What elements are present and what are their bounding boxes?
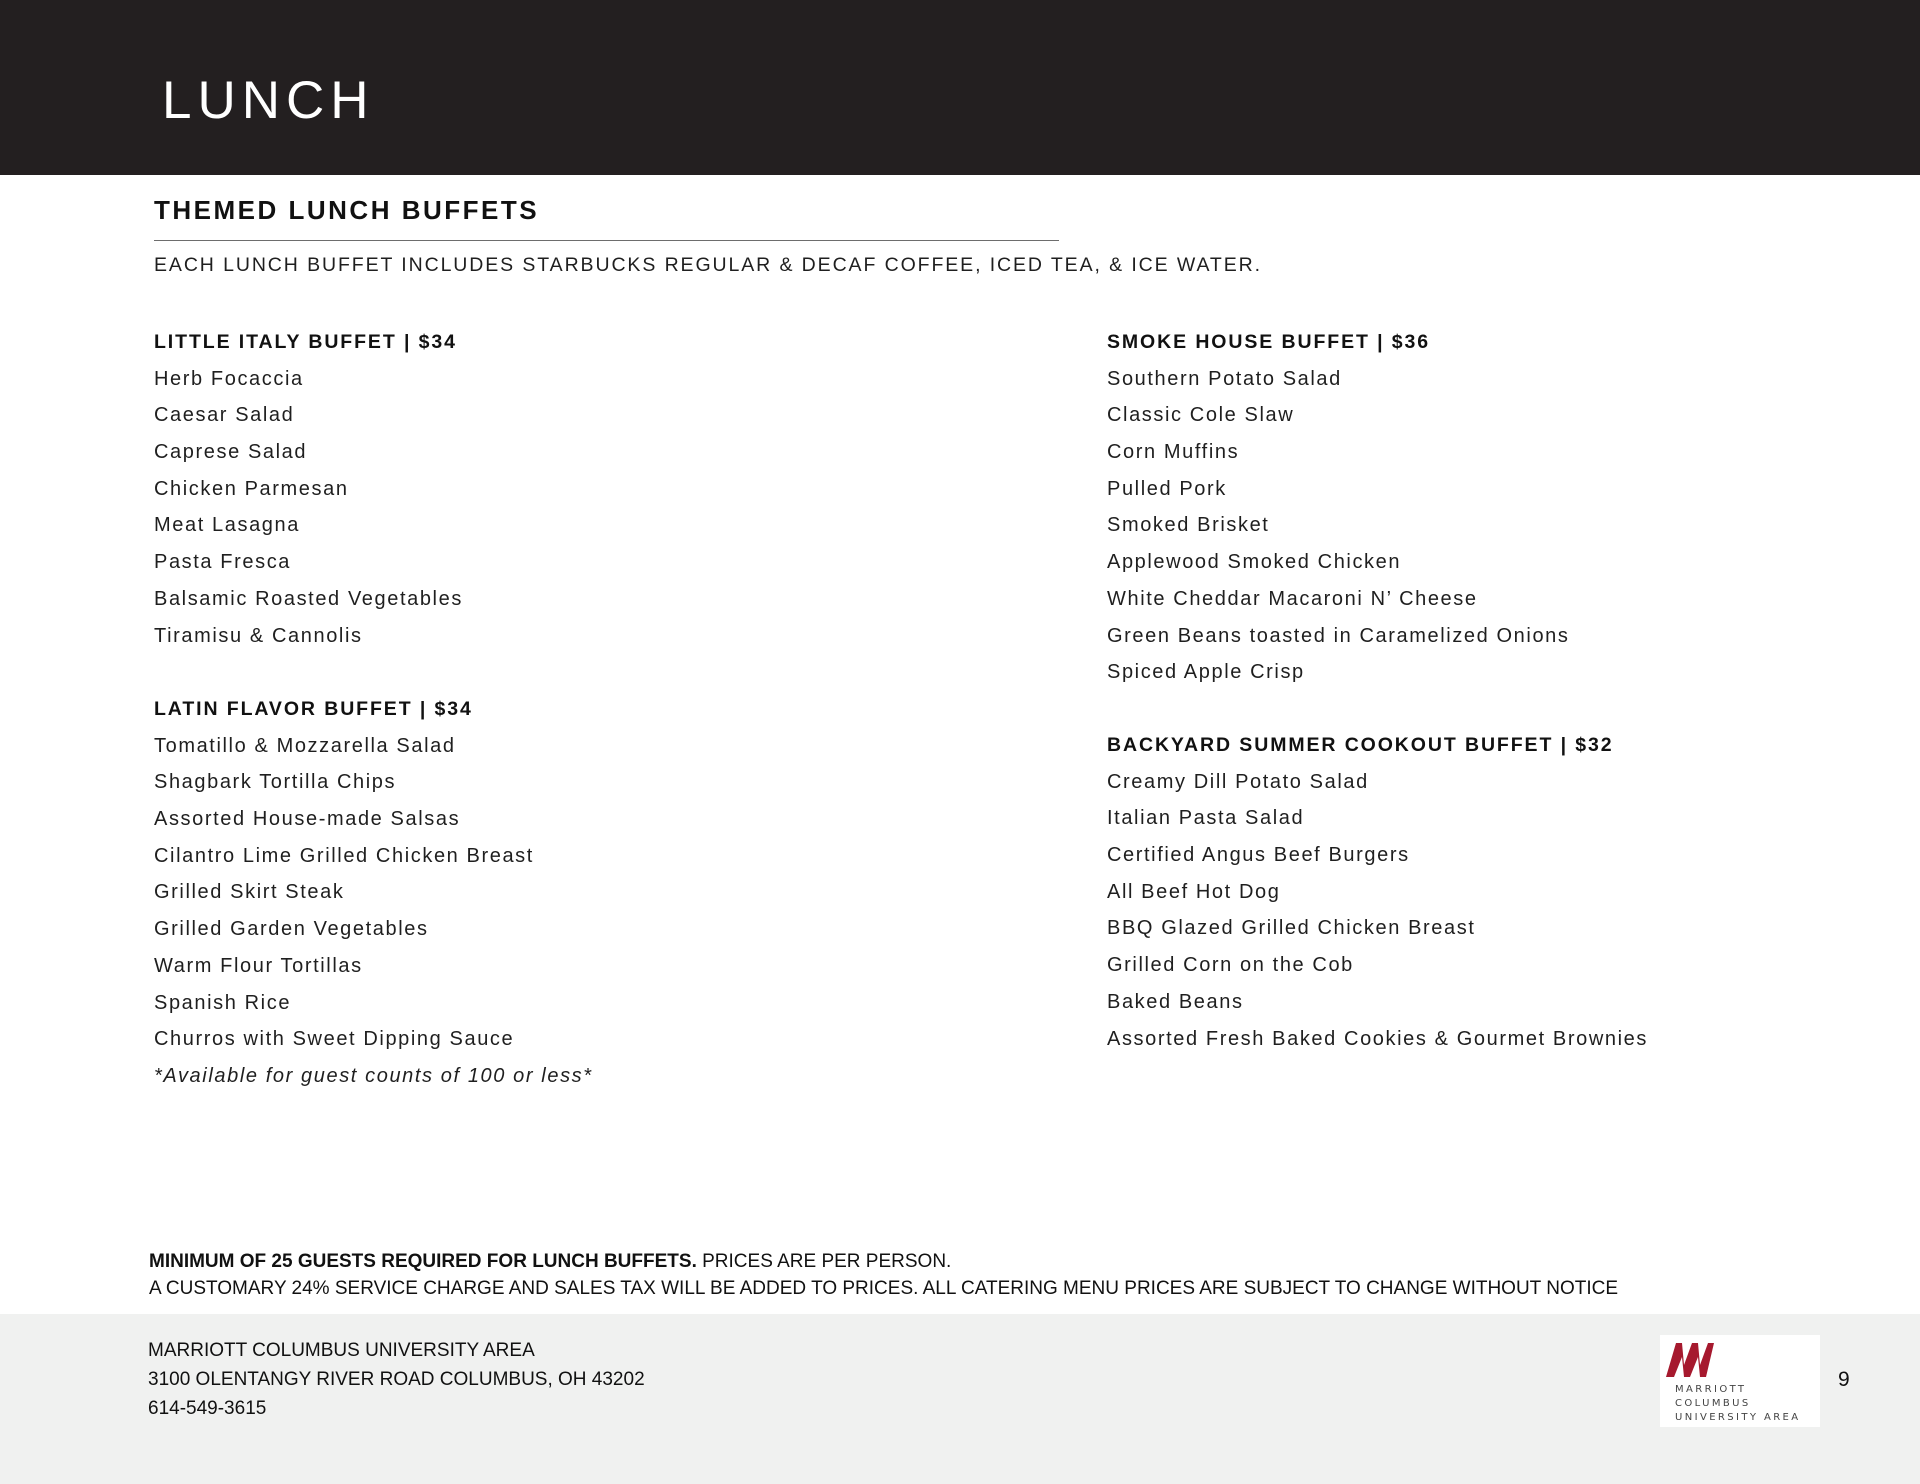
menu-item: Grilled Corn on the Cob xyxy=(1107,954,1354,977)
menu-item: Pulled Pork xyxy=(1107,477,1227,500)
menu-item: Caesar Salad xyxy=(154,404,295,427)
menu-item: Spanish Rice xyxy=(154,991,292,1014)
menu-item: Classic Cole Slaw xyxy=(1107,404,1295,427)
buffet-items xyxy=(1107,764,1648,1058)
section-divider xyxy=(154,240,1059,241)
menu-item: Tiramisu & Cannolis xyxy=(154,624,363,647)
policy-notice xyxy=(149,1248,1618,1302)
menu-item: Caprese Salad xyxy=(154,441,308,464)
menu-item: Grilled Skirt Steak xyxy=(154,881,345,904)
menu-item: Green Beans toasted in Caramelized Onions xyxy=(1107,624,1570,647)
menu-item: Chicken Parmesan xyxy=(154,477,349,500)
marriott-m-icon xyxy=(1662,1337,1722,1381)
hotel-name: MARRIOTT COLUMBUS UNIVERSITY AREA xyxy=(148,1340,535,1361)
marriott-logo xyxy=(1660,1335,1820,1427)
menu-item: Applewood Smoked Chicken xyxy=(1107,551,1402,574)
hotel-address xyxy=(148,1336,645,1423)
phone-number: 614-549-3615 xyxy=(148,1398,267,1419)
buffet-note: *Available for guest counts of 100 or less* xyxy=(154,1064,593,1087)
buffet-little-italy xyxy=(154,324,463,654)
menu-item: Corn Muffins xyxy=(1107,441,1240,464)
menu-item: Spiced Apple Crisp xyxy=(1107,661,1305,684)
policy-line-1 xyxy=(149,1248,1618,1275)
menu-item: Balsamic Roasted Vegetables xyxy=(154,587,463,610)
menu-item: Creamy Dill Potato Salad xyxy=(1107,770,1369,793)
menu-item: Tomatillo & Mozzarella Salad xyxy=(154,734,456,757)
menu-item: Shagbark Tortilla Chips xyxy=(154,771,397,794)
page-title: LUNCH xyxy=(162,71,375,130)
section-intro: EACH LUNCH BUFFET INCLUDES STARBUCKS REGULAR & DECAF COFFEE, ICED TEA, & ICE WATER. xyxy=(154,254,1262,276)
menu-item: All Beef Hot Dog xyxy=(1107,880,1281,903)
buffet-heading: SMOKE HOUSE BUFFET | $36 xyxy=(1107,331,1431,353)
menu-item: Certified Angus Beef Burgers xyxy=(1107,844,1410,867)
menu-item: Smoked Brisket xyxy=(1107,514,1270,537)
policy-minimum: MINIMUM OF 25 GUESTS REQUIRED FOR LUNCH BUFFETS. xyxy=(149,1251,697,1272)
menu-item: Assorted House-made Salsas xyxy=(154,808,461,831)
buffet-items xyxy=(154,728,593,1095)
policy-pricing: PRICES ARE PER PERSON. xyxy=(696,1251,952,1272)
buffet-heading: LATIN FLAVOR BUFFET | $34 xyxy=(154,698,473,720)
section-title: THEMED LUNCH BUFFETS xyxy=(154,195,540,225)
menu-item: Meat Lasagna xyxy=(154,514,300,537)
page-number: 9 xyxy=(1838,1368,1850,1391)
buffet-heading: LITTLE ITALY BUFFET | $34 xyxy=(154,331,457,353)
menu-item: Southern Potato Salad xyxy=(1107,367,1342,390)
menu-item: Pasta Fresca xyxy=(154,551,292,574)
menu-item: Grilled Garden Vegetables xyxy=(154,918,429,941)
menu-item: Churros with Sweet Dipping Sauce xyxy=(154,1028,515,1051)
street-address: 3100 OLENTANGY RIVER ROAD COLUMBUS, OH 43202 xyxy=(148,1369,645,1390)
logo-wordmark: MARRIOTT COLUMBUS UNIVERSITY AREA xyxy=(1675,1384,1801,1423)
menu-item: BBQ Glazed Grilled Chicken Breast xyxy=(1107,917,1476,940)
menu-item: White Cheddar Macaroni N’ Cheese xyxy=(1107,587,1478,610)
menu-item: Cilantro Lime Grilled Chicken Breast xyxy=(154,844,534,867)
buffet-backyard-summer-cookout xyxy=(1107,727,1648,1057)
policy-line-2: A CUSTOMARY 24% SERVICE CHARGE AND SALES TAX WILL BE ADDED TO PRICES. ALL CATERING MENU PRICES ARE SUBJECT TO CHANGE WITHOUT NOTICE xyxy=(149,1278,1619,1299)
buffet-heading: BACKYARD SUMMER COOKOUT BUFFET | $32 xyxy=(1107,734,1614,756)
menu-item: Baked Beans xyxy=(1107,990,1244,1013)
buffet-items xyxy=(154,361,463,655)
header-band xyxy=(0,0,1920,175)
buffet-items xyxy=(1107,361,1569,691)
buffet-smoke-house xyxy=(1107,324,1569,691)
menu-item: Warm Flour Tortillas xyxy=(154,954,363,977)
buffet-latin-flavor xyxy=(154,691,593,1095)
menu-item: Herb Focaccia xyxy=(154,367,304,390)
menu-item: Assorted Fresh Baked Cookies & Gourmet Brownies xyxy=(1107,1027,1648,1050)
menu-item: Italian Pasta Salad xyxy=(1107,807,1305,830)
